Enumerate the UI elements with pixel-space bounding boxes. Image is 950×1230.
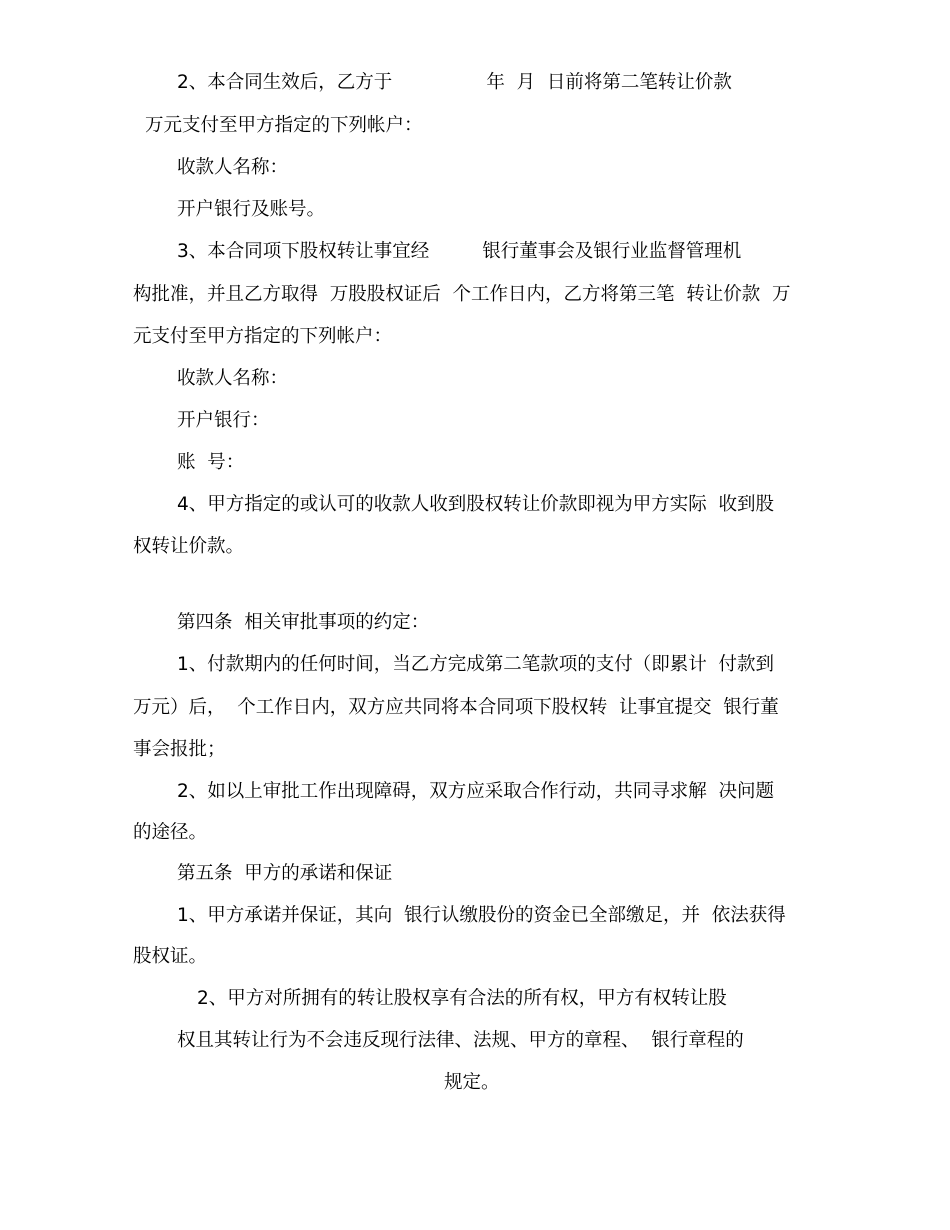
clause-4-1-line-2: 万元）后， 个工作日内，双方应共同将本合同项下股权转 让事宜提交 银行董 bbox=[133, 697, 779, 718]
clause-4-1-line-3: 事会报批； bbox=[133, 739, 226, 760]
clause-4-2-line-1: 2、如以上审批工作出现障碍，双方应采取合作行动，共同寻求解 决问题 bbox=[177, 781, 775, 802]
clause-5-2-line-1: 2、甲方对所拥有的转让股权享有合法的所有权，甲方有权转让股 bbox=[197, 988, 727, 1009]
clause-3-3-line-2: 构批准，并且乙方取得 万股股权证后 个工作日内，乙方将第三笔 转让价款 万 bbox=[133, 284, 791, 305]
account-number-label: 账 号： bbox=[177, 452, 245, 473]
clause-4-1-line-1: 1、付款期内的任何时间，当乙方完成第二笔款项的支付（即累计 付款到 bbox=[177, 654, 775, 675]
payee-name-label-2: 收款人名称： bbox=[177, 368, 289, 389]
clause-3-2-line-2: 万元支付至甲方指定的下列帐户： bbox=[145, 115, 423, 136]
bank-account-label-1: 开户银行及账号。 bbox=[177, 199, 326, 220]
clause-3-4-line-1: 4、甲方指定的或认可的收款人收到股权转让价款即视为甲方实际 收到股 bbox=[177, 494, 775, 515]
payee-name-label-1: 收款人名称： bbox=[177, 157, 289, 178]
clause-5-2-line-3: 规定。 bbox=[444, 1072, 500, 1093]
clause-5-1-line-1: 1、甲方承诺并保证，其向 银行认缴股份的资金已全部缴足，并 依法获得 bbox=[177, 905, 786, 926]
article-4-heading: 第四条 相关审批事项的约定： bbox=[177, 612, 430, 633]
clause-5-2-line-2: 权且其转让行为不会违反现行法律、法规、甲方的章程、 银行章程的 bbox=[177, 1030, 744, 1051]
clause-3-3-line-3: 元支付至甲方指定的下列帐户： bbox=[133, 326, 393, 347]
clause-3-2-line-1: 2、本合同生效后，乙方于 年 月 日前将第二笔转让价款 bbox=[177, 72, 732, 93]
clause-3-4-line-2: 权转让价款。 bbox=[133, 536, 245, 557]
article-5-heading: 第五条 甲方的承诺和保证 bbox=[177, 863, 393, 884]
clause-5-1-line-2: 股权证。 bbox=[133, 946, 208, 967]
clause-4-2-line-2: 的途径。 bbox=[133, 822, 208, 843]
clause-3-3-line-1: 3、本合同项下股权转让事宜经 银行董事会及银行业监督管理机 bbox=[177, 241, 742, 262]
bank-label-2: 开户银行： bbox=[177, 410, 270, 431]
